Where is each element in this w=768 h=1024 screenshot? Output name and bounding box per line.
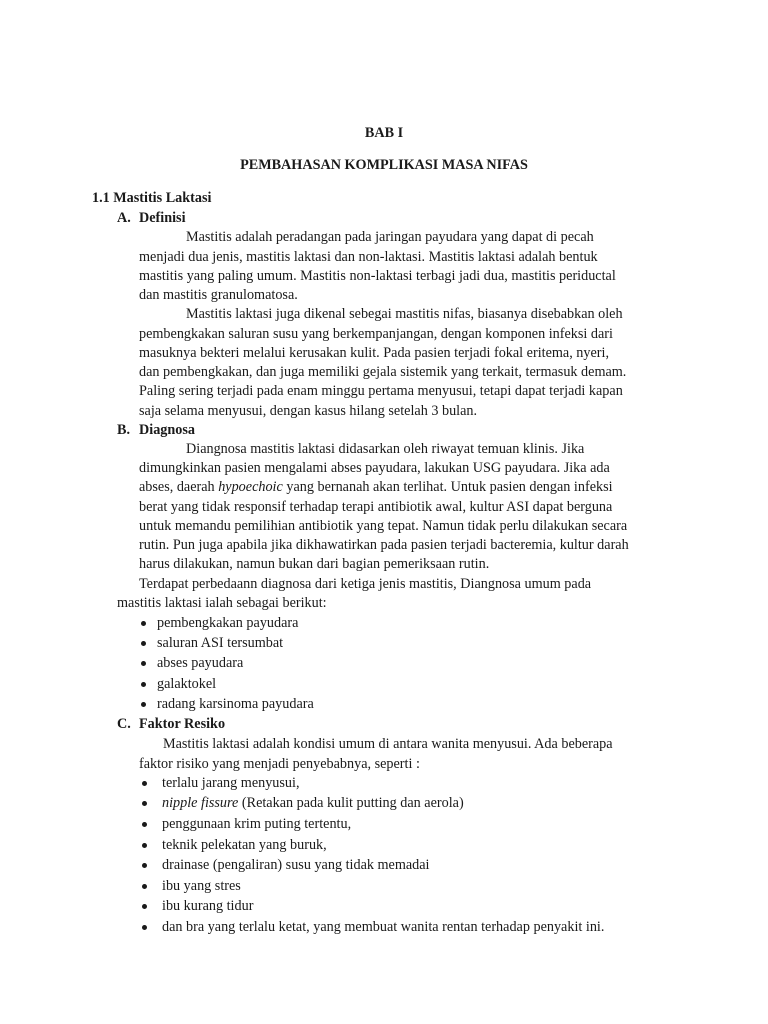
definisi-p2-line1: Mastitis laktasi juga dikenal sebegai mastitis nifas, biasanya disebabkan oleh	[186, 306, 623, 322]
bullet-icon	[142, 904, 147, 909]
diagnosa-bullet-2: saluran ASI tersumbat	[157, 635, 284, 651]
faktor-bullet-5: drainase (pengaliran) susu yang tidak memadai	[162, 857, 430, 873]
diagnosa-bullet-1: pembengkakan payudara	[157, 615, 299, 631]
section-heading: 1.1 Mastitis Laktasi	[92, 190, 212, 206]
faktor-p1-line2: faktor risiko yang menjadi penyebabnya, seperti :	[139, 756, 420, 772]
diagnosa-bullet-5: radang karsinoma payudara	[157, 696, 314, 712]
faktor-bullet-1: terlalu jarang menyusui,	[162, 775, 300, 791]
bullet-icon	[142, 863, 147, 868]
faktor-bullet-4: teknik pelekatan yang buruk,	[162, 837, 327, 853]
definisi-p1-line2: menjadi dua jenis, mastitis laktasi dan non-laktasi. Mastitis laktasi adalah bentuk	[139, 249, 598, 265]
definisi-p1-line3: mastitis yang paling umum. Mastitis non-laktasi terbagi jadi dua, mastitis periductal	[139, 268, 616, 284]
bullet-icon	[141, 661, 146, 666]
diagnosa-p2-line1: Terdapat perbedaann diagnosa dari ketiga jenis mastitis, Diangnosa umum pada	[139, 576, 592, 592]
diagnosa-bullet-3: abses payudara	[157, 655, 244, 671]
faktor-p1-line1: Mastitis laktasi adalah kondisi umum di antara wanita menyusui. Ada beberapa	[163, 736, 613, 752]
definisi-p1-line4: dan mastitis granulomatosa.	[139, 287, 298, 303]
faktor-bullet-7: ibu kurang tidur	[162, 898, 254, 914]
diagnosa-p1-line4: berat yang tidak responsif terhadap terapi antibiotik awal, kultur ASI dapat berguna	[139, 499, 613, 515]
bullet-icon	[141, 621, 146, 626]
definisi-p2-line4: dan pembengkakan, dan juga memiliki gejala sistemik yang terkait, termasuk demam.	[139, 364, 627, 380]
subsection-letter-c: C.	[117, 716, 131, 732]
nipple-fissure-term: nipple fissure	[162, 795, 239, 811]
subsection-heading-faktor: Faktor Resiko	[139, 716, 226, 732]
faktor-bullet-3: penggunaan krim puting tertentu,	[162, 816, 352, 832]
bullet-icon	[141, 702, 146, 707]
bullet-icon	[142, 801, 147, 806]
chapter-heading: BAB I	[364, 125, 404, 141]
bullet-icon	[141, 682, 146, 687]
bullet-icon	[142, 925, 147, 930]
bullet-icon	[142, 884, 147, 889]
definisi-p2-line3: masuknya bekteri melalui kerusakan kulit. Pada pasien terjadi fokal eritema, nyeri,	[139, 345, 609, 361]
diagnosa-p2-line2: mastitis laktasi ialah sebagai berikut:	[117, 595, 327, 611]
diagnosa-bullet-4: galaktokel	[157, 676, 217, 692]
bullet-icon	[142, 781, 147, 786]
hypoechoic-term: hypoechoic	[218, 479, 283, 495]
definisi-p2-line5: Paling sering terjadi pada enam minggu pertama menyusui, tetapi dapat terjadi kapan	[139, 383, 623, 399]
diagnosa-p1-line6: rutin. Pun juga apabila jika dikhawatirkan pada pasien terjadi bacteremia, kultur darah	[139, 537, 629, 553]
subsection-letter-b: B.	[117, 422, 131, 438]
subsection-heading-diagnosa: Diagnosa	[139, 422, 195, 438]
definisi-p2-line6: saja selama menyusui, dengan kasus hilang setelah 3 bulan.	[139, 403, 478, 419]
definisi-p1-line1: Mastitis adalah peradangan pada jaringan payudara yang dapat di pecah	[186, 229, 594, 245]
faktor-bullet-8: dan bra yang terlalu ketat, yang membuat wanita rentan terhadap penyakit ini.	[162, 919, 605, 935]
diagnosa-p1-line7: harus dilakukan, namun bukan dari bagian pemeriksaan rutin.	[139, 556, 490, 572]
faktor-bullet-6: ibu yang stres	[162, 878, 241, 894]
subsection-letter-a: A.	[117, 210, 131, 226]
faktor-bullet-2: nipple fissure (Retakan pada kulit putting dan aerola)	[162, 795, 464, 811]
definisi-p2-line2: pembengkakan saluran susu yang berkempanjangan, dengan komponen infeksi dari	[139, 326, 613, 342]
subsection-heading-definisi: Definisi	[139, 210, 186, 226]
diagnosa-p1-line3: abses, daerah hypoechoic yang bernanah akan terlihat. Untuk pasien dengan infeksi	[139, 479, 613, 495]
diagnosa-p1-line2: dimungkinkan pasien mengalami abses payudara, lakukan USG payudara. Jika ada	[139, 460, 610, 476]
bullet-icon	[142, 843, 147, 848]
diagnosa-p1-line1: Diangnosa mastitis laktasi didasarkan oleh riwayat temuan klinis. Jika	[186, 441, 585, 457]
bullet-icon	[142, 822, 147, 827]
chapter-title: PEMBAHASAN KOMPLIKASI MASA NIFAS	[240, 157, 528, 173]
diagnosa-p1-line5: untuk memandu pemilihian antibiotik yang tepat. Namun tidak perlu dilakukan secara	[139, 518, 628, 534]
bullet-icon	[141, 641, 146, 646]
